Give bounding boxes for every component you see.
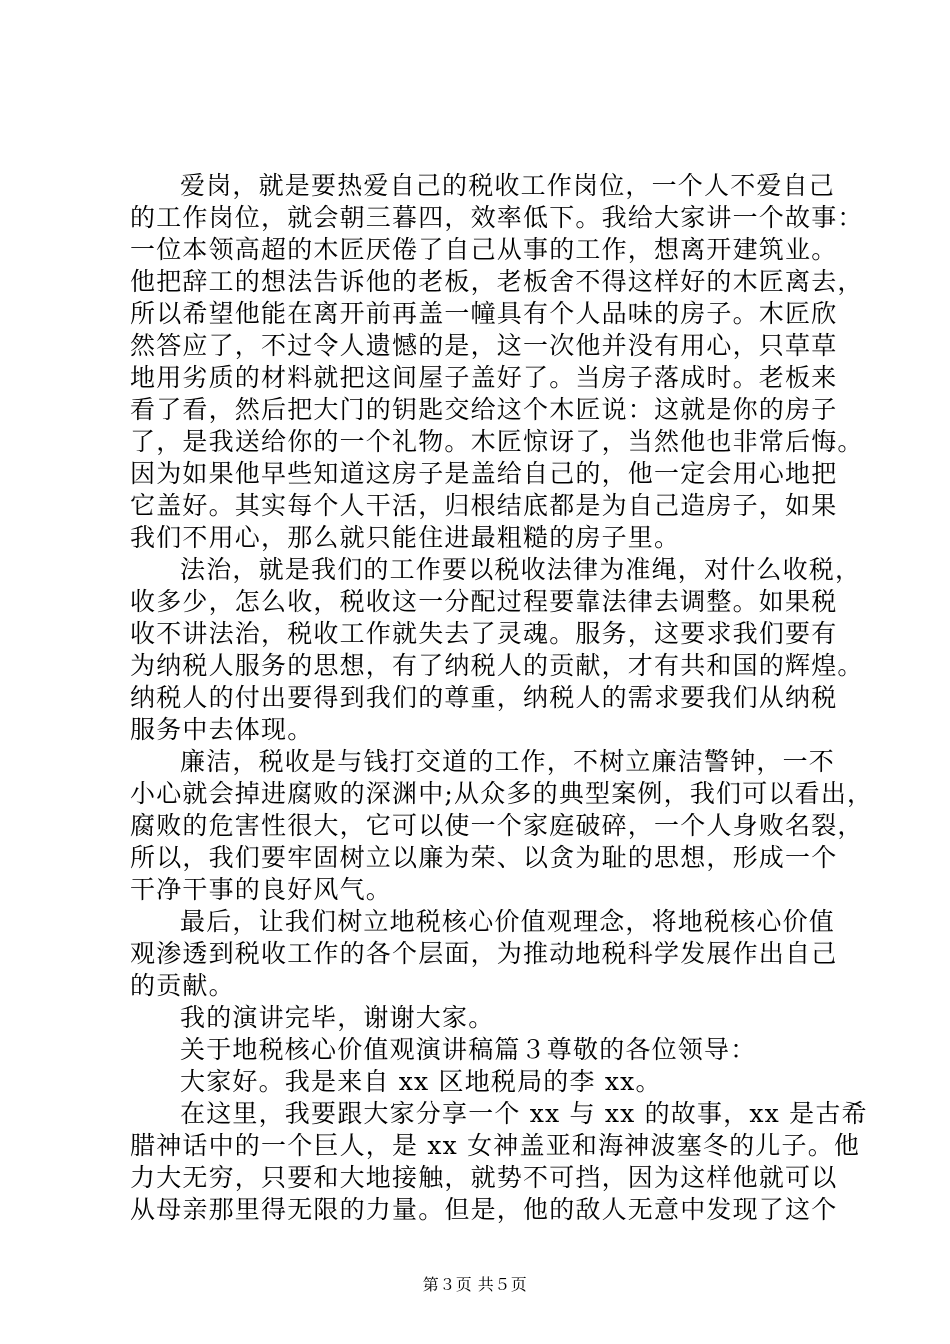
text-line: 它盖好。其实每个人干活，归根结底都是为自己造房子，如果 bbox=[130, 491, 838, 520]
text-line: 服务中去体现。 bbox=[130, 715, 314, 744]
text-line: 在这里，我要跟大家分享一个 xx 与 xx 的故事，xx 是古希 bbox=[180, 1099, 868, 1128]
text-line: 法治，就是我们的工作要以税收法律为准绳，对什么收税， bbox=[180, 555, 862, 584]
text-line: 所以，我们要牢固树立以廉为荣、以贪为耻的思想，形成一个 bbox=[130, 843, 838, 872]
page-number: 第３页 共５页 bbox=[422, 1275, 528, 1294]
text-line: 力大无穷，只要和大地接触，就势不可挡，因为这样他就可以 bbox=[130, 1163, 838, 1192]
text-line: 收不讲法治，税收工作就失去了灵魂。服务，这要求我们要有 bbox=[130, 619, 838, 648]
text-line: 关于地税核心价值观演讲稿篇３尊敬的各位领导： bbox=[180, 1035, 757, 1064]
text-line: 最后，让我们树立地税核心价值观理念，将地税核心价值 bbox=[180, 907, 836, 936]
text-line: 为纳税人服务的思想，有了纳税人的贡献，才有共和国的辉煌。 bbox=[130, 651, 864, 680]
text-line: 一位本领高超的木匠厌倦了自己从事的工作，想离开建筑业。 bbox=[130, 235, 838, 264]
text-line: 纳税人的付出要得到我们的尊重，纳税人的需求要我们从纳税 bbox=[130, 683, 838, 712]
text-line: 我们不用心，那么就只能住进最粗糙的房子里。 bbox=[130, 523, 681, 552]
text-line: 腊神话中的一个巨人，是 xx 女神盖亚和海神波塞冬的儿子。他 bbox=[130, 1131, 861, 1160]
text-line: 观渗透到税收工作的各个层面，为推动地税科学发展作出自己 bbox=[130, 939, 838, 968]
text-line: 的工作岗位，就会朝三暮四，效率低下。我给大家讲一个故事： bbox=[130, 203, 864, 232]
text-line: 我的演讲完毕，谢谢大家。 bbox=[180, 1003, 495, 1032]
text-line: 所以希望他能在离开前再盖一幢具有个人品味的房子。木匠欣 bbox=[130, 299, 838, 328]
text-line: 大家好。我是来自 xx 区地税局的李 xx。 bbox=[180, 1067, 662, 1096]
text-line: 他把辞工的想法告诉他的老板，老板舍不得这样好的木匠离去， bbox=[130, 267, 864, 296]
text-line: 因为如果他早些知道这房子是盖给自己的，他一定会用心地把 bbox=[130, 459, 838, 488]
text-line: 小心就会掉进腐败的深渊中;从众多的典型案例，我们可以看出， bbox=[130, 779, 874, 808]
text-line: 收多少，怎么收，税收这一分配过程要靠法律去调整。如果税 bbox=[130, 587, 838, 616]
text-line: 干净干事的良好风气。 bbox=[130, 875, 393, 904]
text-line: 了，是我送给你的一个礼物。木匠惊讶了，当然他也非常后悔。 bbox=[130, 427, 864, 456]
text-line: 从母亲那里得无限的力量。但是，他的敌人无意中发现了这个 bbox=[130, 1195, 838, 1224]
text-line: 然答应了，不过令人遗憾的是，这一次他并没有用心，只草草 bbox=[130, 331, 838, 360]
text-line: 的贡献。 bbox=[130, 971, 235, 1000]
text-line: 地用劣质的材料就把这间屋子盖好了。当房子落成时。老板来 bbox=[130, 363, 838, 392]
text-line: 腐败的危害性很大，它可以使一个家庭破碎，一个人身败名裂， bbox=[130, 811, 864, 840]
text-line: 廉洁，税收是与钱打交道的工作，不树立廉洁警钟，一不 bbox=[180, 747, 836, 776]
text-line: 看了看，然后把大门的钥匙交给这个木匠说：这就是你的房子 bbox=[130, 395, 838, 424]
text-line: 爱岗，就是要热爱自己的税收工作岗位，一个人不爱自己 bbox=[180, 171, 836, 200]
